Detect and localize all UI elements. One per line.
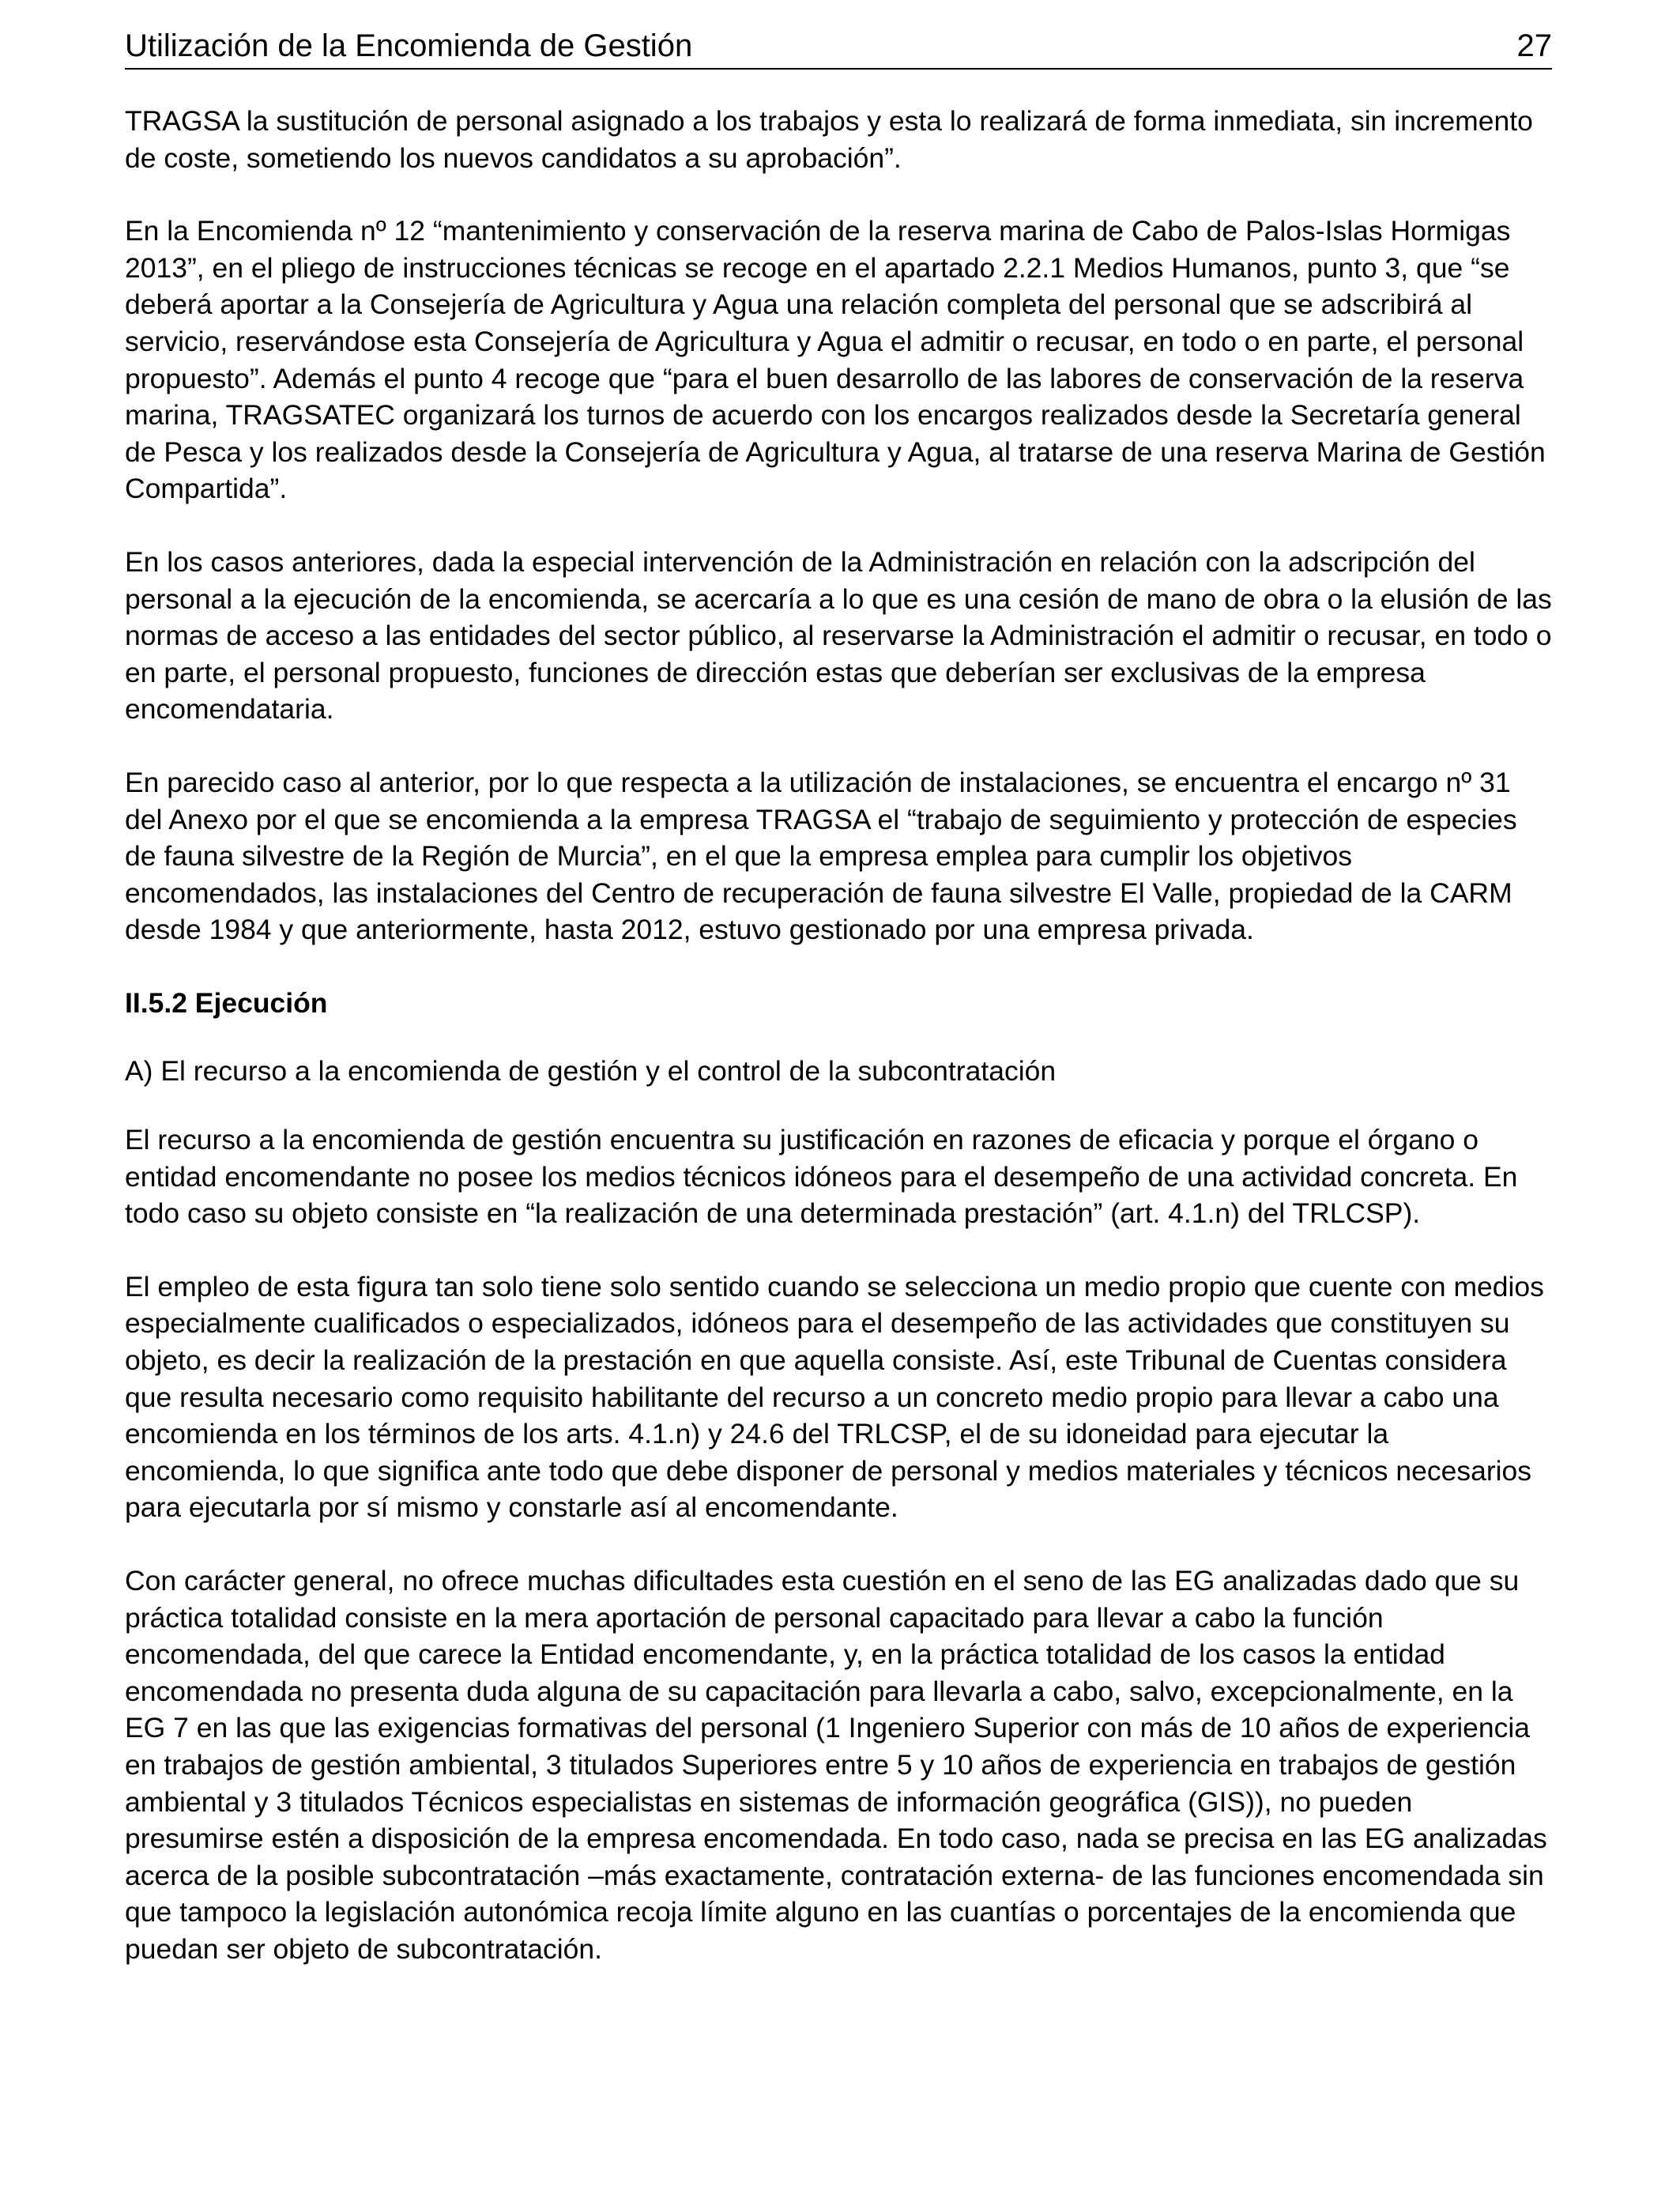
paragraph-1: TRAGSA la sustitución de personal asignado a los trabajos y esta lo realizará de forma inmediata, sin incremento de coste, sometiendo los nuevos candidatos a su aprobación”. [125,105,1533,174]
page-number: 27 [1516,28,1552,63]
page-header [125,22,1552,70]
paragraph-3: En los casos anteriores, dada la especial intervención de la Administración en relación con la adscripción del personal a la ejecución de la encomienda, se acercaría a lo que es una cesión de mano de obra o la elusión de las normas de acceso a las entidades del sector público, al reservarse la Administración el admitir o recusar, en todo o en parte, el personal propuesto, funciones de dirección estas que deberían ser exclusivas de la empresa encomendataria. [125,545,1552,726]
paragraph-2: En la Encomienda nº 12 “mantenimiento y conservación de la reserva marina de Cabo de Palos-Islas Hormigas 2013”, en el pliego de instrucciones técnicas se recoge en el apartado 2.2.1 Medios Humanos, punto 3, que “se deberá aportar a la Consejería de Agricultura y Agua una relación completa del personal que se adscribirá al servicio, reservándose esta Consejería de Agricultura y Agua el admitir o recusar, en todo o en parte, el personal propuesto”. Además el punto 4 recoge que “para el buen desarrollo de las labores de conservación de la reserva marina, TRAGSATEC organizará los turnos de acuerdo con los encargos realizados desde la Secretaría general de Pesca y los realizados desde la Consejería de Agricultura y Agua, al tratarse de una reserva Marina de Gestión Compartida”. [125,215,1546,505]
section-heading: II.5.2 Ejecución [125,986,328,1019]
paragraph-7: Con carácter general, no ofrece muchas dificultades esta cuestión en el seno de las EG analizadas dado que su práctica totalidad consiste en la mera aportación de personal capacitado para llevar a cabo la función encomendada, del que carece la Entidad encomendante, y, en la práctica totalidad de los casos la entidad encomendada no presenta duda alguna de su capacitación para llevarla a cabo, salvo, excepcionalmente, en la EG 7 en las que las exigencias formativas del personal (1 Ingeniero Superior con más de 10 años de experiencia en trabajos de gestión ambiental, 3 titulados Superiores entre 5 y 10 años de experiencia en trabajos de gestión ambiental y 3 titulados Técnicos especialistas en sistemas de información geográfica (GIS)), no pueden presumirse estén a disposición de la empresa encomendada. En todo caso, nada se precisa en las EG analizadas acerca de la posible subcontratación –más exactamente, contratación externa- de las funciones encomendada sin que tampoco la legislación autonómica recoja límite alguno en las cuantías o porcentajes de la encomienda que puedan ser objeto de subcontratación. [125,1565,1547,1965]
paragraph-6: El empleo de esta figura tan solo tiene solo sentido cuando se selecciona un medio propio que cuente con medios especialmente cualificados o especializados, idóneos para el desempeño de las actividades que constituyen su objeto, es decir la realización de la prestación en que aquella consiste. Así, este Tribunal de Cuentas considera que resulta necesario como requisito habilitante del recurso a un concreto medio propio para llevar a cabo una encomienda en los términos de los arts. 4.1.n) y 24.6 del TRLCSP, el de su idoneidad para ejecutar la encomienda, lo que significa ante todo que debe disponer de personal y medios materiales y técnicos necesarios para ejecutarla por sí mismo y constarle así al encomendante. [125,1270,1544,1524]
subsection-heading: A) El recurso a la encomienda de gestión y el control de la subcontratación [125,1055,1057,1088]
document-body [125,103,1552,2004]
header-title: Utilización de la Encomienda de Gestión [125,28,693,63]
paragraph-5: El recurso a la encomienda de gestión encuentra su justificación en razones de eficacia y porque el órgano o entidad encomendante no posee los medios técnicos idóneos para el desempeño de una actividad concreta. En todo caso su objeto consiste en “la realización de una determinada prestación” (art. 4.1.n) del TRLCSP). [125,1124,1518,1230]
paragraph-4: En parecido caso al anterior, por lo que respecta a la utilización de instalaciones, se encuentra el encargo nº 31 del Anexo por el que se encomienda a la empresa TRAGSA el “trabajo de seguimiento y protección de especies de fauna silvestre de la Región de Murcia”, en el que la empresa emplea para cumplir los objetivos encomendados, las instalaciones del Centro de recuperación de fauna silvestre El Valle, propiedad de la CARM desde 1984 y que anteriormente, hasta 2012, estuvo gestionado por una empresa privada. [125,766,1517,946]
